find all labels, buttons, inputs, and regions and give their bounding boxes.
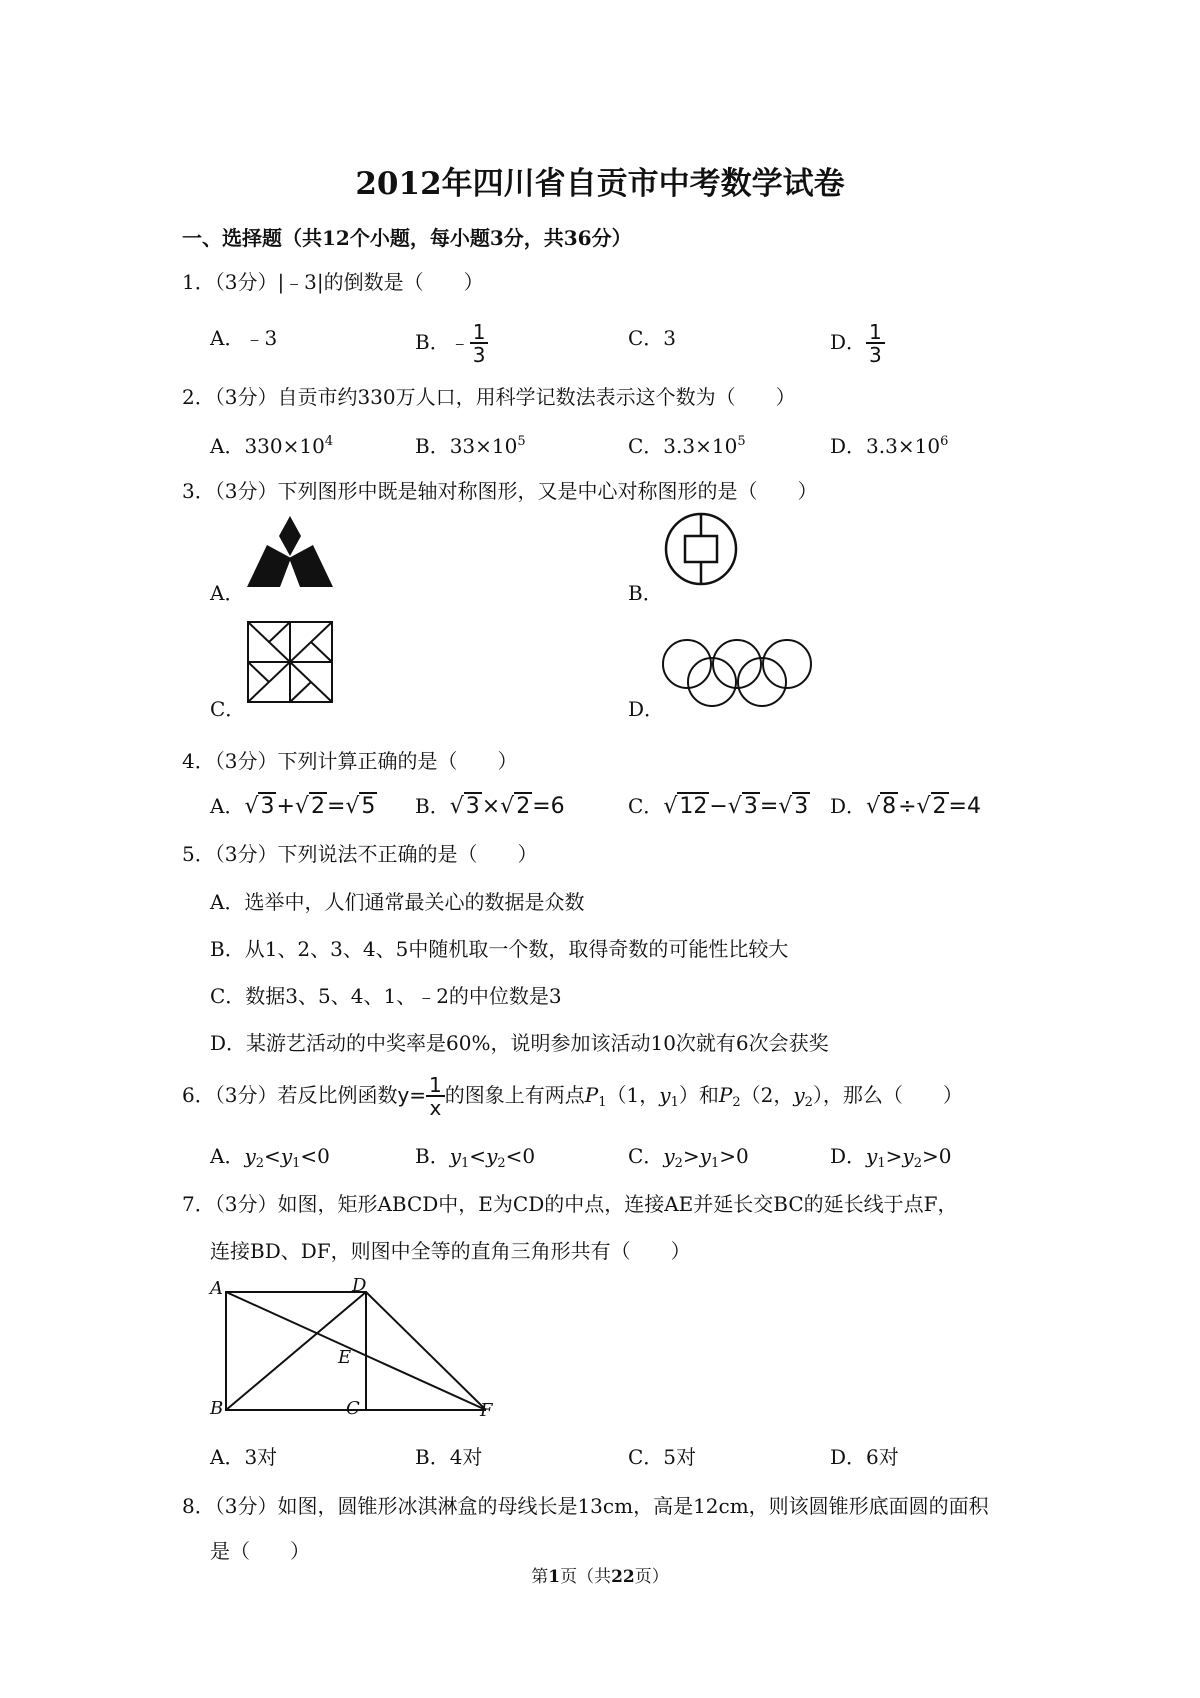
- q4-option-c: C．√12−√3=√3: [628, 794, 809, 819]
- question-8-stem-line-1: 8．（3分）如图，圆锥形冰淇淋盒的母线长是13cm，高是12cm，则该圆锥形底面圆的面积: [182, 1494, 989, 1518]
- fraction: $\frac{1}{x}$: [426, 1075, 445, 1118]
- q6-option-a: A．$y_2<y_1<0$: [210, 1144, 330, 1171]
- q1-option-c: C．3: [628, 326, 677, 350]
- q7-option-a: A．3对: [210, 1445, 278, 1469]
- q2-option-c: C．$3.3\times 10^5$: [628, 434, 746, 458]
- question-5-stem: 5．（3分）下列说法不正确的是（ ）: [182, 842, 538, 866]
- figure-label-d: D: [352, 1275, 367, 1296]
- q5-option-a: A．选举中，人们通常最关心的数据是众数: [210, 890, 585, 914]
- figure-label-e: E: [338, 1347, 352, 1368]
- question-1-stem: 1．（3分）|﹣3|的倒数是（ ）: [182, 270, 484, 294]
- q3-option-a: A．: [210, 581, 245, 605]
- q7-option-d: D．6对: [830, 1445, 899, 1469]
- q3-option-d: D．: [628, 697, 665, 721]
- question-6-stem: 6．（3分）若反比例函数y= $\frac{1}{x}$ 的图象上有两点$P_1(1$，$y_1$）和$P_2(2$，$y_2$），那么（ ）: [182, 1073, 963, 1120]
- q7-option-c: C．5对: [628, 1445, 697, 1469]
- q5-option-c: C．数据3、5、4、1、﹣2的中位数是3: [210, 984, 562, 1008]
- page-footer: 第1页（共22页）: [531, 1567, 669, 1587]
- fraction: $\frac{1}{3}$: [470, 322, 489, 365]
- q5-option-b: B．从1、2、3、4、5中随机取一个数，取得奇数的可能性比较大: [210, 937, 789, 961]
- fraction: $\frac{1}{3}$: [866, 322, 885, 365]
- page-title: 2012年四川省自贡市中考数学试卷: [355, 166, 845, 202]
- q1-option-d: D． $\frac{1}{3}$: [830, 322, 885, 365]
- q2-option-b: B．$33\times 10^5$: [415, 434, 526, 458]
- question-7-stem-line-1: 7．（3分）如图，矩形ABCD中，E为CD的中点，连接AE并延长交BC的延长线于点F，: [182, 1192, 958, 1216]
- olympic-rings-figure: [660, 638, 815, 708]
- question-3-stem: 3．（3分）下列图形中既是轴对称图形，又是中心对称图形的是（ ）: [182, 479, 818, 503]
- pinwheel-figure: [244, 620, 336, 706]
- three-diamond-figure: [245, 513, 335, 593]
- q6-option-b: B．$y_1<y_2<0$: [415, 1144, 536, 1171]
- q6-option-c: C．$y_2>y_1>0$: [628, 1144, 749, 1171]
- question-2-stem: 2．（3分）自贡市约330万人口，用科学记数法表示这个数为（ ）: [182, 385, 796, 409]
- rectangle-abcd-figure: [210, 1278, 510, 1424]
- q2-option-a: A．$330\times 10^4$: [210, 434, 334, 458]
- q7-option-b: B．4对: [415, 1445, 483, 1469]
- coin-circle-square-figure: [662, 510, 740, 588]
- q1-option-a: A．﹣3: [210, 326, 278, 350]
- figure-label-f: F: [480, 1400, 493, 1421]
- q4-option-d: D．√8÷√2=4: [830, 794, 981, 819]
- q3-option-c: C．: [210, 697, 246, 721]
- q2-option-d: D．$3.3\times 10^6$: [830, 434, 949, 458]
- q4-option-b: B．√3×√2=6: [415, 794, 565, 819]
- q5-option-d: D．某游艺活动的中奖率是60%，说明参加该活动10次就有6次会获奖: [210, 1031, 829, 1055]
- q4-option-a: A．√3+√2=√5: [210, 794, 376, 819]
- figure-label-b: B: [210, 1398, 224, 1419]
- section-heading: 一、选择题（共12个小题，每小题3分，共36分）: [182, 226, 632, 250]
- figure-label-c: C: [346, 1398, 360, 1419]
- q3-option-b: B．: [628, 581, 663, 605]
- q6-option-d: D．$y_1>y_2>0$: [830, 1144, 952, 1171]
- figure-label-a: A: [210, 1278, 223, 1299]
- question-7-stem-line-2: 连接BD、DF，则图中全等的直角三角形共有（ ）: [210, 1239, 691, 1263]
- question-8-stem-line-2: 是（ ）: [210, 1539, 310, 1563]
- q1-option-b: B．﹣ $\frac{1}{3}$: [415, 322, 488, 365]
- question-4-stem: 4．（3分）下列计算正确的是（ ）: [182, 749, 518, 773]
